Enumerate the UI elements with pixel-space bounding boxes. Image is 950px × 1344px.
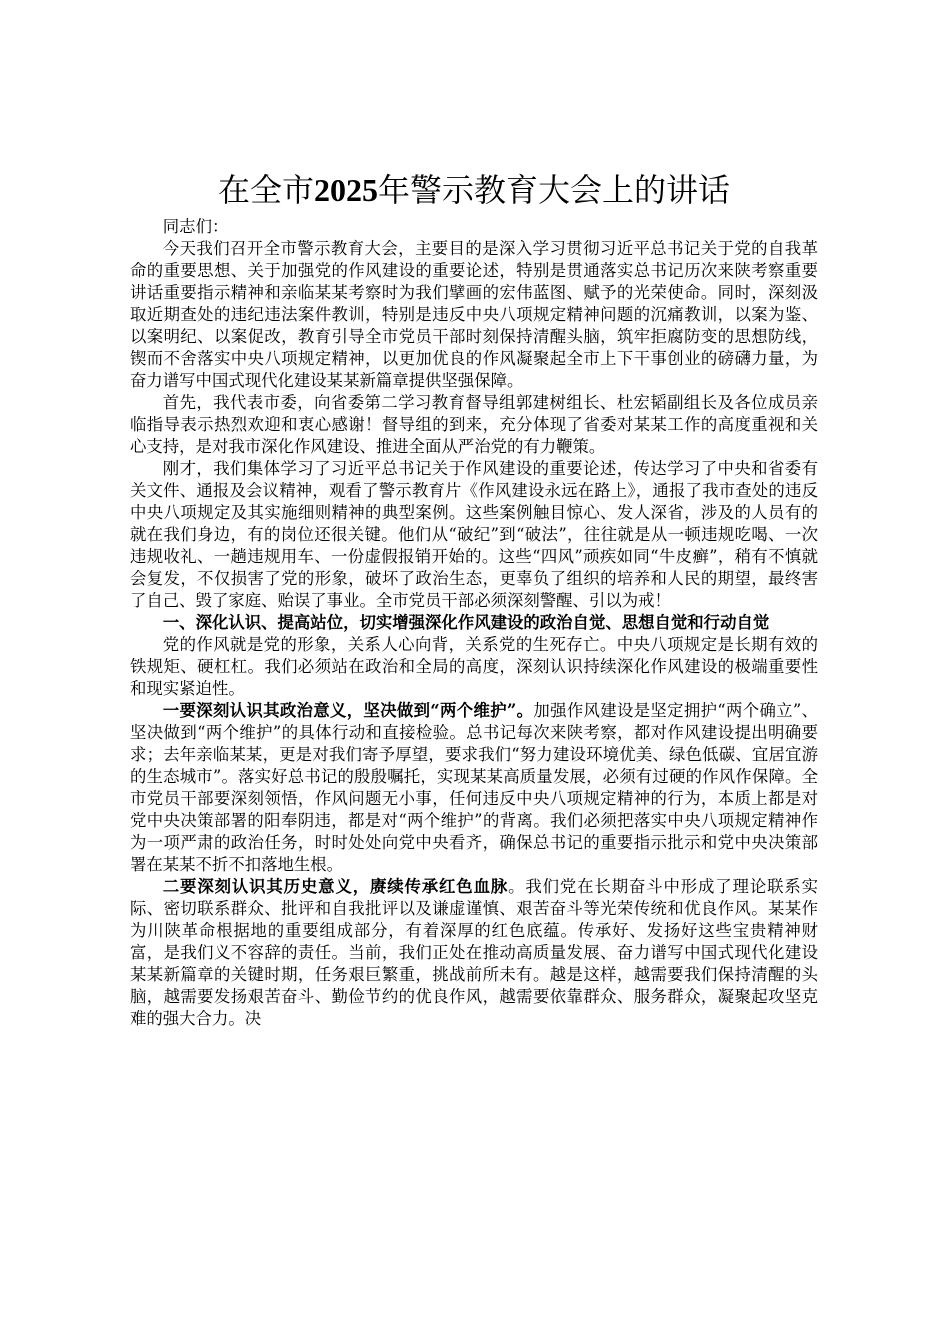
point-2-body: 。我们党在长期奋斗中形成了理论联系实际、密切联系群众、批评和自我批评以及谦虚谨慎、艰苦奋斗等光荣传统和优良作风。某某作为川陕革命根据地的重要组成部分，有着深厚的红色底蕴。传承好、发扬好这些宝贵精神财富，是我们义不容辞的责任。当前，我们正处在推动高质量发展、奋力谱写中国式现代化建设某某新篇章的关键时期，任务艰巨繁重，挑战前所未有。越是这样，越需要我们保持清醒的头脑，越需要发扬艰苦奋斗、勤俭节约的优良作风，越需要依靠群众、服务群众，凝聚起攻坚克难的强大合力。决 (130, 877, 819, 1028)
point-1-body: 加强作风建设是坚定拥护“两个确立”、坚决做到“两个维护”的具体行动和直接检验。总书记每次来陕考察，都对作风建设提出明确要求；去年亲临某某，更是对我们寄予厚望，要求我们“努力建设环境优美、绿色低碳、宜居宜游的生态城市”。落实好总书记的殷殷嘱托，实现某某高质量发展，必须有过硬的作风作保障。全市党员干部要深刻领悟，作风问题无小事，任何违反中央八项规定精神的行为，本质上都是对党中央决策部署的阳奉阴违，都是对“两个维护”的背离。我们必须把落实中央八项规定精神作为一项严肃的政治任务，时时处处向党中央看齐，确保总书记的重要指示批示和党中央决策部署在某某不折不扣落地生根。 (130, 701, 818, 874)
point-2-lead: 二要深刻认识其历史意义，赓续传承红色血脉 (162, 877, 509, 896)
paragraph-political-significance (130, 700, 818, 876)
title-suffix: 年警示教育大会上的讲话 (378, 171, 731, 209)
document-page (130, 168, 818, 1030)
paragraph-intro: 今天我们召开全市警示教育大会，主要目的是深入学习贯彻习近平总书记关于党的自我革命的重要思想、关于加强党的作风建设的重要论述，特别是贯通落实总书记历次来陕考察重要讲话重要指示精神和亲临某某考察时为我们擘画的宏伟蓝图、赋予的光荣使命。同时，深刻汲取近期查处的违纪违法案件教训，特别是违反中央八项规定精神问题的沉痛教训，以案为鉴、以案明纪、以案促改，教育引导全市党员干部时刻保持清醒头脑，筑牢拒腐防变的思想防线，锲而不舍落实中央八项规定精神，以更加优良的作风凝聚起全市上下干事创业的磅礴力量，为奋力谱写中国式现代化建设某某新篇章提供坚强保障。 (130, 239, 818, 390)
section-heading-1: 一、深化认识、提高站位，切实增强深化作风建设的政治自觉、思想自觉和行动自觉 (162, 613, 770, 632)
point-1-lead: 一要深刻认识其政治意义，坚决做到“两个维护”。 (162, 701, 534, 720)
paragraph-review: 刚才，我们集体学习了习近平总书记关于作风建设的重要论述，传达学习了中央和省委有关文件、通报及会议精神，观看了警示教育片《作风建设永远在路上》，通报了我市查处的违反中央八项规定及其实施细则精神的典型案例。这些案例触目惊心、发人深省，涉及的人员有的就在我们身边，有的岗位还很关键。他们从“破纪”到“破法”，往往就是从一顿违规吃喝、一次违规收礼、一趟违规用车、一份虚假报销开始的。这些“四风”顽疾如同“牛皮癣”，稍有不慎就会复发，不仅损害了党的形象，破坏了政治生态，更辜负了组织的培养和人民的期望，最终害了自己、毁了家庭、贻误了事业。全市党员干部必须深刻警醒、引以为戒！ (130, 459, 818, 610)
paragraph-welcome: 首先，我代表市委，向省委第二学习教育督导组郭建树组长、杜宏韬副组长及各位成员亲临指导表示热烈欢迎和衷心感谢！督导组的到来，充分体现了省委对某某工作的高度重视和关心支持，是对我市深化作风建设、推进全面从严治党的有力鞭策。 (130, 393, 818, 456)
paragraph-section-1-intro: 党的作风就是党的形象，关系人心向背，关系党的生死存亡。中央八项规定是长期有效的铁规矩、硬杠杠。我们必须站在政治和全局的高度，深刻认识持续深化作风建设的极端重要性和现实紧迫性。 (130, 635, 818, 698)
paragraph-historical-significance (130, 876, 818, 1030)
document-title (130, 168, 818, 212)
title-year: 2025 (314, 172, 378, 208)
salutation: 同志们： (162, 217, 229, 236)
title-prefix: 在全市 (217, 171, 314, 209)
